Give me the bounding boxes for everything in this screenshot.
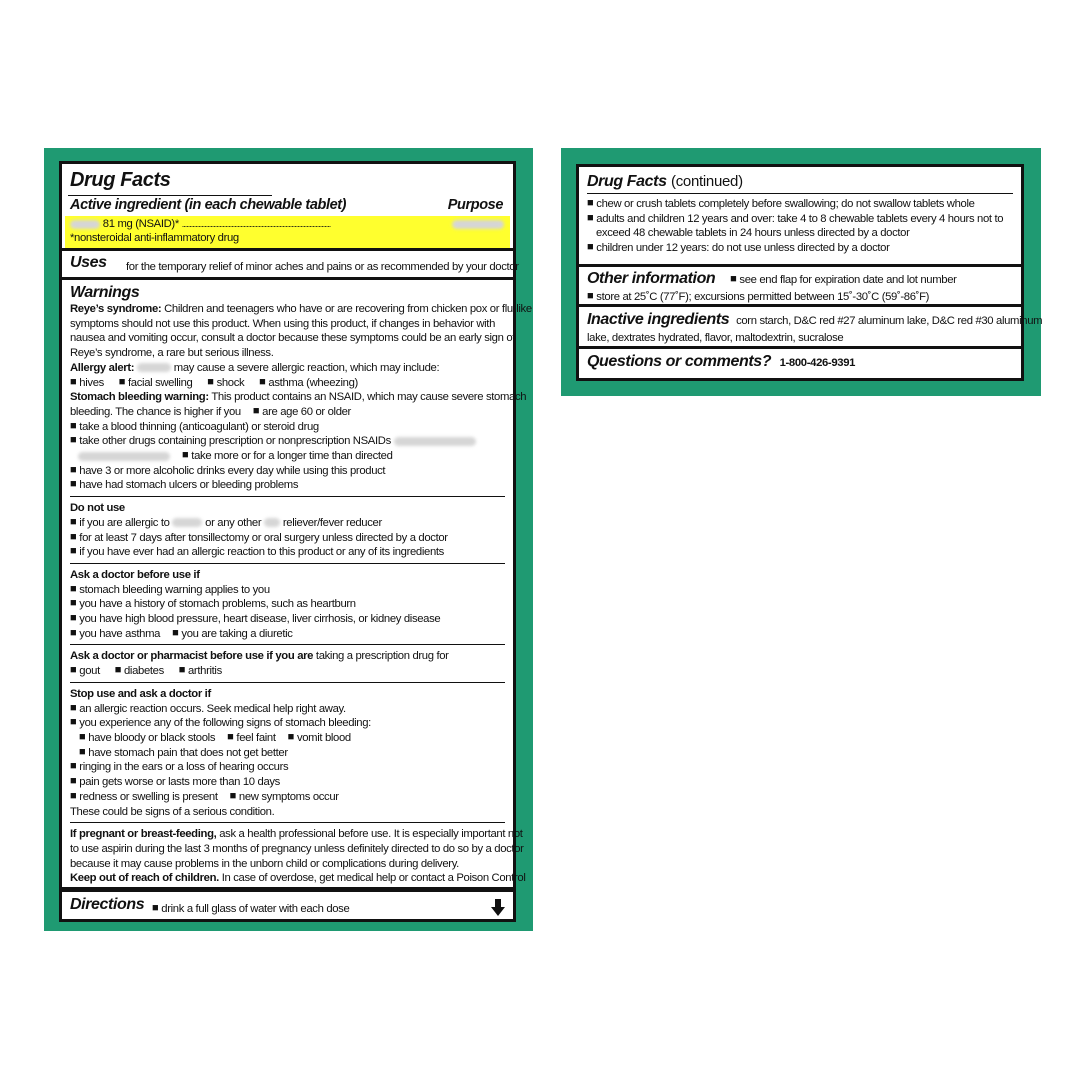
uses-heading: Uses bbox=[70, 254, 107, 271]
warnings-box: Warnings Reye’s syndrome: Children and teenagers who have or are recovering from chicken pox or flu-like symptoms should not use this product. When using this product, if changes in behavior with nausea and vomiting occur, consult a doctor because these symptoms could be an early sign of Reye’s syndrome, a rare but serious illness. Allergy alert: may cause a severe allergic reaction, which may include: ■ hives ■ facial swelling ■ shock ■ asthma (wheezing) Stomach bleeding warning: This product contains an NSAID, which may cause severe stomach bleeding. The chance is higher if you ■ are age 60 or older ■ take a blood thinning (anticoagulant) or steroid drug ■ take other drugs containing prescription or nonprescription NSAIDs ■ take more or for a longer time than directed ■ have 3 or more alcoholic drinks every day while using this product ■ have had stomach ulcers or bleeding problems Do not use ■ if you are allergic to or any other reliever/fever reducer ■ for at least 7 days after tonsillectomy or oral surgery unless directed by a doctor ■ if you have ever had an allergic reaction to this product or any of its ingredients Ask a doctor before use if ■ stomach bleeding warning applies to you ■ you have a history of stomach problems, such as heartburn ■ you have high blood pressure, heart disease, liver cirrhosis, or kidney disease ■ you have asthma ■ you are taking a diuretic Ask a doctor or pharmacist before use if you are taking a prescription drug for ■ gout ■ diabetes ■ arthritis Stop use and ask a doctor if ■ an allergic reaction occurs. Seek medical help right away. ■ you experience any of the following signs of stomach bleeding: ■ have bloody or black stools ■ feel faint ■ vomit blood ■ have stomach pain that does not get better ■ ringing in the ears or a loss of hearing occurs ■ pain gets worse or lasts more than 10 days ■ redness or swelling is present ■ new symptoms occur These could be signs of a serious condition. If pregnant or breast-feeding, ask a health professional before use. It is especially important not to use aspirin during the last 3 months of pregnancy unless definitely directed to do so by a doctor because it may cause problems in the unborn child or complications during delivery. Keep out of reach of children. In case of overdose, get medical help or contact a Poison Control bbox=[59, 277, 516, 890]
questions-heading: Questions or comments? bbox=[587, 353, 772, 370]
bullet-icon: ■ bbox=[118, 375, 126, 388]
list-item: ■ take other drugs containing prescription or nonprescription NSAIDs bbox=[70, 434, 505, 449]
bullet-icon: ■ bbox=[70, 612, 77, 625]
bullet-icon: ■ bbox=[587, 290, 594, 302]
uses-text: for the temporary relief of minor aches and pains or as recommended by your doctor bbox=[126, 261, 519, 273]
bullet-icon: ■ bbox=[70, 515, 77, 528]
list-item: ■ have stomach pain that does not get better bbox=[79, 745, 288, 759]
title-rule bbox=[68, 195, 272, 196]
redacted-purpose bbox=[452, 220, 504, 229]
bullet-icon: ■ bbox=[70, 597, 77, 610]
directions-continued-box: Drug Facts (continued) ■ chew or crush tablets completely before swallowing; do not swallow tablets whole ■ adults and children 12 years and over: take 4 to 8 chewable tablets every 4 hours not to exceed 48 chewable tablets in 24 hours unless directed by a doctor ■ children under 12 years: do not use unless directed by a doctor bbox=[576, 164, 1024, 267]
bullet-icon: ■ bbox=[207, 375, 214, 388]
list-item: ■ have bloody or black stools ■ feel faint ■ vomit blood bbox=[79, 730, 351, 744]
pregnancy-label: If pregnant or breast-feeding, bbox=[70, 828, 217, 841]
directions-heading: Directions bbox=[70, 896, 145, 913]
redacted-word bbox=[264, 518, 280, 527]
list-item: ■ chew or crush tablets completely before swallowing; do not swallow tablets whole bbox=[587, 197, 975, 210]
list-item: ■ you have asthma ■ you are taking a diuretic bbox=[70, 626, 293, 640]
list-item: ■ you experience any of the following signs of stomach bleeding: bbox=[70, 716, 371, 730]
divider bbox=[70, 682, 505, 683]
bullet-icon: ■ bbox=[252, 404, 260, 417]
stop-use-heading: Stop use and ask a doctor if bbox=[70, 687, 211, 700]
list-item: ■ you have high blood pressure, heart disease, liver cirrhosis, or kidney disease bbox=[70, 612, 441, 626]
bullet-icon: ■ bbox=[70, 760, 77, 773]
bullet-icon: ■ bbox=[587, 197, 594, 209]
down-arrow-icon bbox=[491, 899, 505, 916]
active-ingredient-box bbox=[59, 161, 516, 251]
list-item: ■ take more or for a longer time than directed bbox=[70, 449, 505, 464]
bullet-icon: ■ bbox=[70, 463, 77, 476]
allergy-list: ■ hives ■ facial swelling ■ shock ■ asthma (wheezing) bbox=[70, 375, 358, 389]
bullet-icon: ■ bbox=[587, 241, 594, 254]
list-item: ■ adults and children 12 years and over: take 4 to 8 chewable tablets every 4 hours not to bbox=[587, 211, 1004, 225]
nsaid-footnote: *nonsteroidal anti-inflammatory drug bbox=[70, 232, 239, 244]
continued-label: (continued) bbox=[671, 173, 743, 190]
divider bbox=[70, 496, 505, 497]
bullet-icon: ■ bbox=[114, 664, 121, 677]
bullet-icon: ■ bbox=[182, 449, 189, 462]
list-item: ■ an allergic reaction occurs. Seek medical help right away. bbox=[70, 701, 346, 715]
other-info-heading: Other information bbox=[587, 270, 716, 287]
bullet-icon: ■ bbox=[587, 211, 594, 224]
divider bbox=[587, 193, 1013, 194]
continued-title: Drug Facts bbox=[587, 173, 667, 190]
bullet-icon: ■ bbox=[70, 664, 77, 677]
divider bbox=[70, 822, 505, 823]
uses-box bbox=[59, 248, 519, 280]
redacted-drug-name bbox=[137, 363, 171, 372]
list-item: ■ ringing in the ears or a loss of hearing occurs bbox=[70, 760, 289, 774]
bullet-icon: ■ bbox=[152, 902, 159, 914]
ask-pharmacist-heading: Ask a doctor or pharmacist before use if you are bbox=[70, 650, 314, 663]
bullet-icon: ■ bbox=[70, 701, 77, 714]
bullet-icon: ■ bbox=[70, 545, 77, 558]
list-item: ■ if you have ever had an allergic reaction to this product or any of its ingredients bbox=[70, 545, 444, 559]
bullet-icon: ■ bbox=[70, 419, 77, 432]
redacted-drug-name bbox=[172, 518, 202, 527]
list-item: ■ pain gets worse or lasts more than 10 days bbox=[70, 775, 280, 789]
purpose-heading: Purpose bbox=[447, 197, 503, 213]
redacted-nsaid-names bbox=[394, 437, 476, 446]
drug-facts-continued-panel bbox=[561, 148, 1041, 396]
bullet-icon: ■ bbox=[70, 716, 77, 729]
active-ingredient-highlight: 81 mg (NSAID)* ................................................................................................... *nonsteroidal anti-inflammatory drug bbox=[65, 216, 510, 248]
bullet-icon: ■ bbox=[70, 375, 77, 388]
bullet-icon: ■ bbox=[229, 789, 236, 802]
divider bbox=[70, 563, 505, 564]
inactive-ingredients-box: Inactive ingredients corn starch, D&C red #27 aluminum lake, D&C red #30 aluminum lake, dextrates hydrated, flavor, maltodextrin, sucralose bbox=[576, 304, 1024, 349]
list-item: ■ stomach bleeding warning applies to you bbox=[70, 582, 270, 596]
stomach-bleeding-label: Stomach bleeding warning: bbox=[70, 391, 209, 404]
inactive-heading: Inactive ingredients bbox=[587, 311, 730, 328]
redacted-nsaid-names bbox=[78, 452, 170, 461]
list-item: ■ take a blood thinning (anticoagulant) or steroid drug bbox=[70, 419, 319, 433]
bullet-icon: ■ bbox=[70, 626, 77, 639]
phone-number[interactable]: 1-800-426-9391 bbox=[779, 357, 856, 369]
divider bbox=[70, 644, 505, 645]
bullet-icon: ■ bbox=[70, 582, 77, 595]
bullet-icon: ■ bbox=[259, 375, 266, 388]
reye-label: Reye’s syndrome: bbox=[70, 303, 162, 315]
bullet-icon: ■ bbox=[287, 730, 294, 743]
directions-box bbox=[59, 889, 516, 922]
active-ingredient-heading: Active ingredient (in each chewable tablet) bbox=[70, 197, 347, 213]
stop-use-note: These could be signs of a serious condition. bbox=[70, 805, 275, 818]
list-item: ■ you have a history of stomach problems, such as heartburn bbox=[70, 597, 356, 611]
keep-out-of-reach-label: Keep out of reach of children. bbox=[70, 872, 219, 885]
allergy-alert-label: Allergy alert: bbox=[70, 361, 135, 374]
list-item: ■ redness or swelling is present ■ new symptoms occur bbox=[70, 789, 339, 803]
warnings-heading: Warnings bbox=[70, 284, 140, 301]
bullet-icon: ■ bbox=[79, 730, 86, 743]
list-item: ■ for at least 7 days after tonsillectomy or oral surgery unless directed by a doctor bbox=[70, 530, 448, 544]
list-item: ■ have 3 or more alcoholic drinks every day while using this product bbox=[70, 463, 386, 477]
bullet-icon: ■ bbox=[70, 434, 77, 447]
bullet-icon: ■ bbox=[70, 478, 77, 491]
bullet-icon: ■ bbox=[70, 775, 77, 788]
bullet-icon: ■ bbox=[730, 273, 737, 285]
list-item: ■ children under 12 years: do not use unless directed by a doctor bbox=[587, 241, 890, 255]
list-item: ■ have had stomach ulcers or bleeding problems bbox=[70, 478, 299, 492]
other-information-box: Other information ■ see end flap for expiration date and lot number ■ store at 25˚C (77˚F); excursions permitted between 15˚-30˚C (59˚-86˚F) bbox=[576, 264, 1024, 307]
ask-doctor-heading: Ask a doctor before use if bbox=[70, 568, 200, 581]
redacted-ingredient bbox=[70, 220, 100, 229]
questions-box bbox=[576, 346, 1024, 381]
list-item: ■ store at 25˚C (77˚F); excursions permitted between 15˚-30˚C (59˚-86˚F) bbox=[587, 290, 930, 303]
bullet-icon: ■ bbox=[70, 789, 77, 802]
drug-facts-title: Drug Facts bbox=[70, 169, 171, 191]
directions-text: drink a full glass of water with each dose bbox=[161, 903, 350, 915]
drug-facts-panel bbox=[44, 148, 533, 931]
do-not-use-heading: Do not use bbox=[70, 502, 125, 515]
bullet-icon: ■ bbox=[79, 745, 86, 758]
bullet-icon: ■ bbox=[227, 730, 234, 743]
bullet-icon: ■ bbox=[172, 626, 179, 639]
list-item: ■ gout ■ diabetes ■ arthritis bbox=[70, 664, 222, 678]
bullet-icon: ■ bbox=[70, 530, 77, 543]
list-item: ■ if you are allergic to or any other reliever/fever reducer bbox=[70, 515, 382, 529]
bullet-icon: ■ bbox=[178, 664, 185, 677]
